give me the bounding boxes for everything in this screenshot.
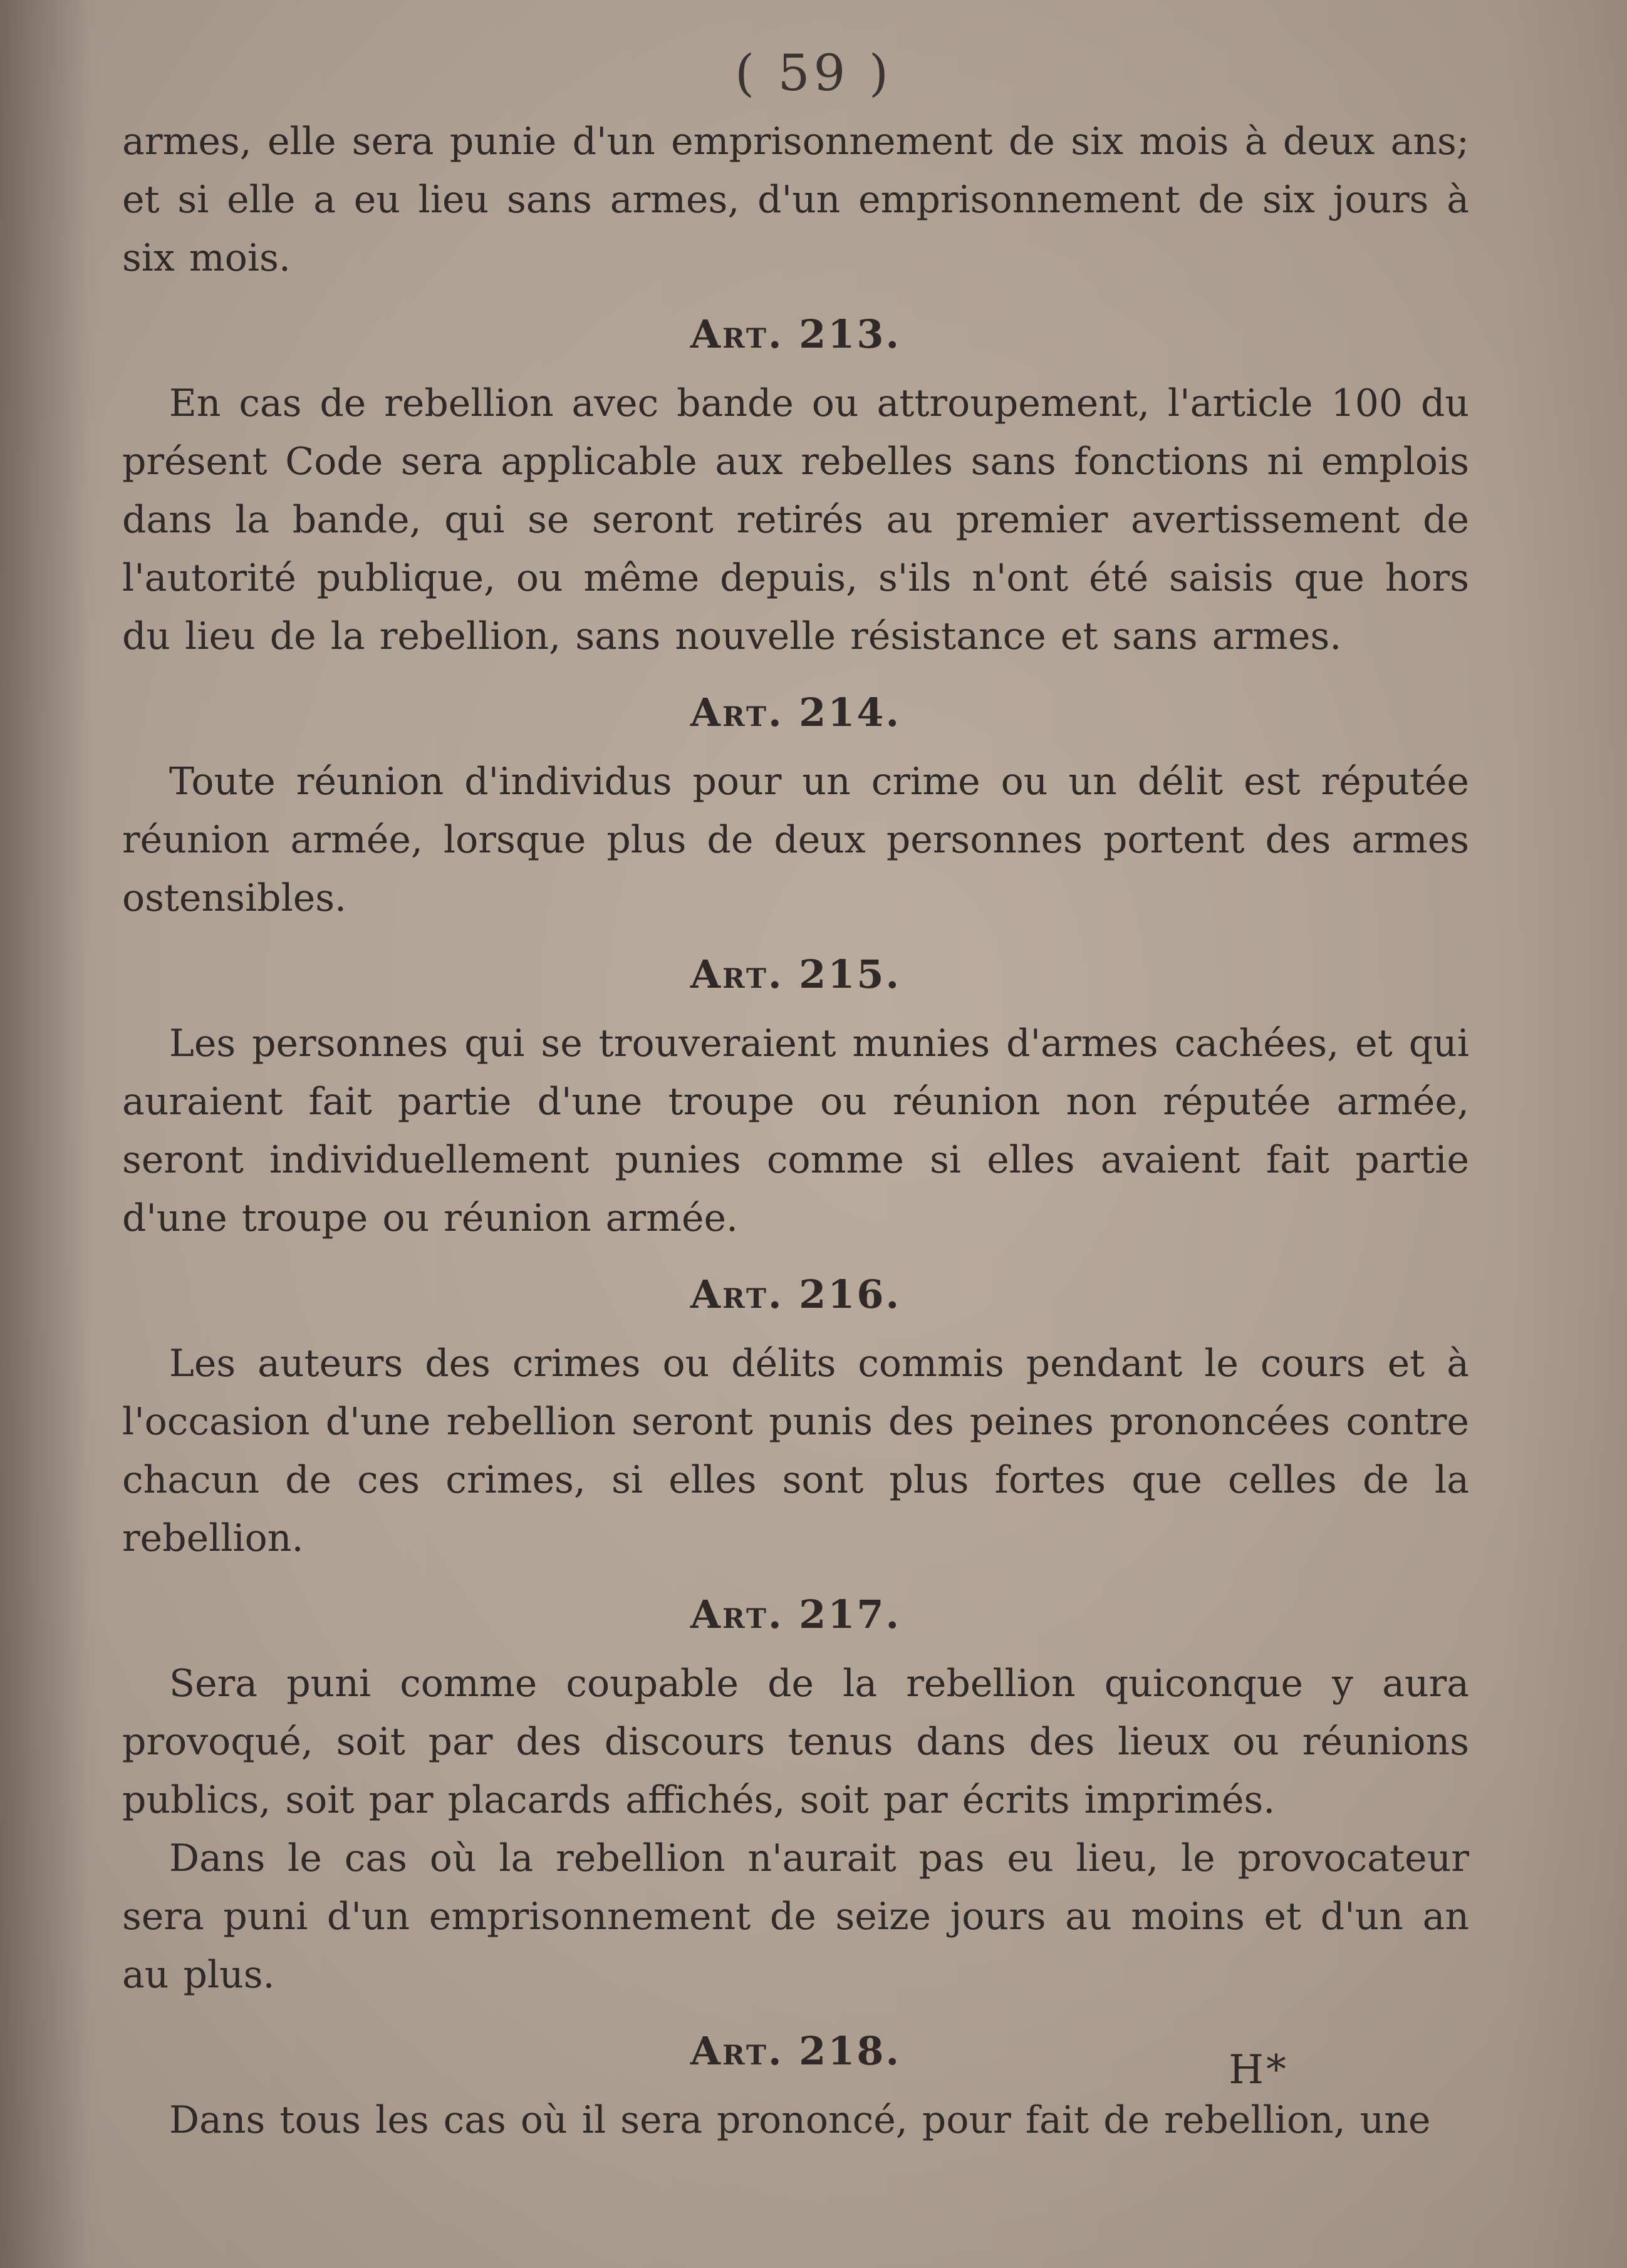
article-heading-215 — [122, 928, 1469, 1015]
page-body — [122, 113, 1469, 2150]
article-heading-213-label: Art. 213. — [690, 311, 902, 357]
article-213-paragraph: En cas de rebellion avec bande ou attroupement, l'article 100 du présent Code sera applicable aux rebelles sans fonctions ni emplois dans la bande, qui se seront retirés au premier avertissement de l'autorité publique, ou même depuis, s'ils n'ont été saisis que hors du lieu de la rebellion, sans nouvelle résistance et sans armes. — [122, 381, 1469, 658]
article-214-paragraph: Toute réunion d'individus pour un crime ou un délit est réputée réunion armée, lorsque plus de deux personnes portent des armes ostensibles. — [122, 760, 1469, 920]
paragraph-continuation: armes, elle sera punie d'un emprisonnement de six mois à deux ans; et si elle a eu lieu sans armes, d'un emprisonnement de six jours à six mois. — [122, 120, 1469, 280]
article-heading-217-label: Art. 217. — [690, 1592, 902, 1637]
printer-signature-mark: H* — [1229, 2047, 1289, 2093]
article-heading-214-label: Art. 214. — [690, 690, 902, 735]
article-heading-217 — [122, 1568, 1469, 1655]
article-heading-216-label: Art. 216. — [690, 1271, 902, 1317]
article-heading-215-label: Art. 215. — [690, 951, 902, 997]
article-heading-213 — [122, 287, 1469, 375]
page-edge-shadow — [0, 0, 88, 2268]
article-217-paragraph-2: Dans le cas où la rebellion n'aurait pas eu lieu, le provocateur sera puni d'un emprisonnement de seize jours au moins et d'un an au plus. — [122, 1836, 1469, 1997]
article-heading-214 — [122, 666, 1469, 753]
article-heading-218-label: Art. 218. — [690, 2028, 902, 2074]
article-217-paragraph-1: Sera puni comme coupable de la rebellion quiconque y aura provoqué, soit par des discours tenus dans des lieux ou réunions publics, soit par placards affichés, soit par écrits imprimés. — [122, 1662, 1469, 1822]
article-218-paragraph: Dans tous les cas où il sera prononcé, pour fait de rebellion, une — [169, 2098, 1431, 2142]
article-216-paragraph: Les auteurs des crimes ou délits commis pendant le cours et à l'occasion d'une rebellion seront punis des peines prononcées contre chacun de ces crimes, si elles sont plus fortes que celles de la rebellion. — [122, 1342, 1469, 1560]
page-number: ( 59 ) — [734, 44, 893, 102]
article-heading-216 — [122, 1248, 1469, 1335]
article-215-paragraph: Les personnes qui se trouveraient munies d'armes cachées, et qui auraient fait partie d'une troupe ou réunion non réputée armée, seront individuellement punies comme si elles avaient fait partie d'une troupe ou réunion armée. — [122, 1022, 1469, 1240]
